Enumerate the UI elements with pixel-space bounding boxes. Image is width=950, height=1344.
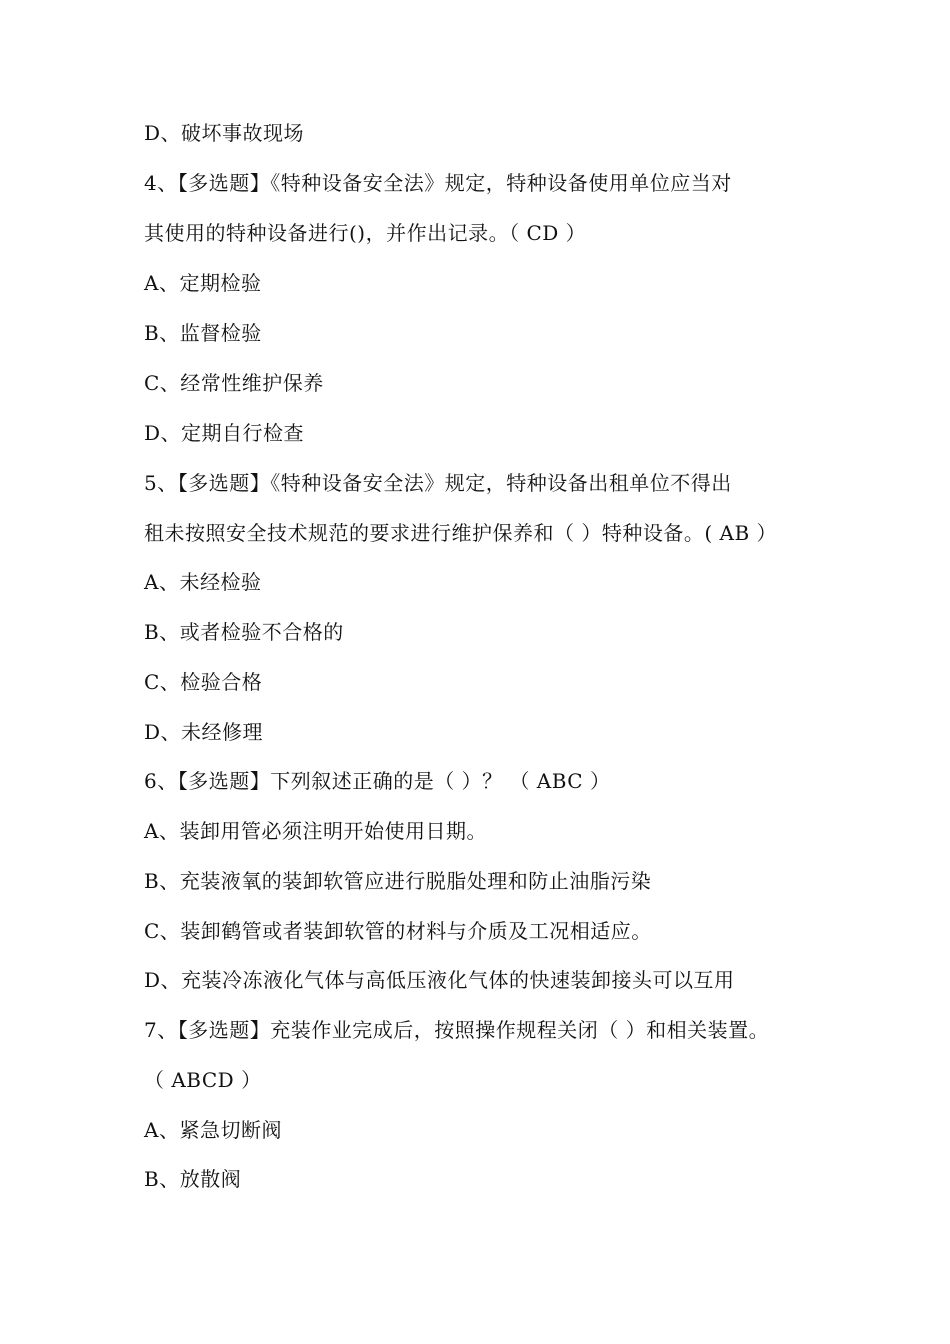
question-6: 6、【多选题】下列叙述正确的是（ ）？ （ ABC ） (144, 769, 611, 793)
option-d-q3: D、破坏事故现场 (144, 121, 305, 145)
option-a-q6: A、装卸用管必须注明开始使用日期。 (144, 819, 487, 843)
question-5-line-1: 5、【多选题】《特种设备安全法》规定，特种设备出租单位不得出 (144, 471, 732, 495)
question-7-line-2: （ ABCD ） (144, 1068, 262, 1092)
option-a-q5: A、未经检验 (144, 570, 262, 594)
option-d-q6: D、充装冷冻液化气体与高低压液化气体的快速装卸接头可以互用 (144, 968, 735, 992)
option-b-q4: B、监督检验 (144, 321, 262, 345)
option-d-q5: D、未经修理 (144, 720, 264, 744)
question-4-line-1: 4、【多选题】《特种设备安全法》规定，特种设备使用单位应当对 (144, 171, 732, 195)
option-c-q6: C、装卸鹤管或者装卸软管的材料与介质及工况相适应。 (144, 919, 652, 943)
option-c-q5: C、检验合格 (144, 670, 263, 694)
option-c-q4: C、经常性维护保养 (144, 371, 324, 395)
option-b-q6: B、充装液氧的装卸软管应进行脱脂处理和防止油脂污染 (144, 869, 652, 893)
question-4-line-2: 其使用的特种设备进行()，并作出记录。（ CD ） (144, 221, 587, 245)
option-d-q4: D、定期自行检查 (144, 421, 305, 445)
question-5-line-2: 租未按照安全技术规范的要求进行维护保养和（ ）特种设备。( AB ） (144, 521, 778, 545)
option-b-q5: B、或者检验不合格的 (144, 620, 344, 644)
question-7-line-1: 7、【多选题】充装作业完成后，按照操作规程关闭（ ）和相关装置。 (144, 1018, 770, 1042)
option-a-q7: A、紧急切断阀 (144, 1118, 282, 1142)
option-a-q4: A、定期检验 (144, 271, 262, 295)
option-b-q7: B、放散阀 (144, 1167, 242, 1191)
